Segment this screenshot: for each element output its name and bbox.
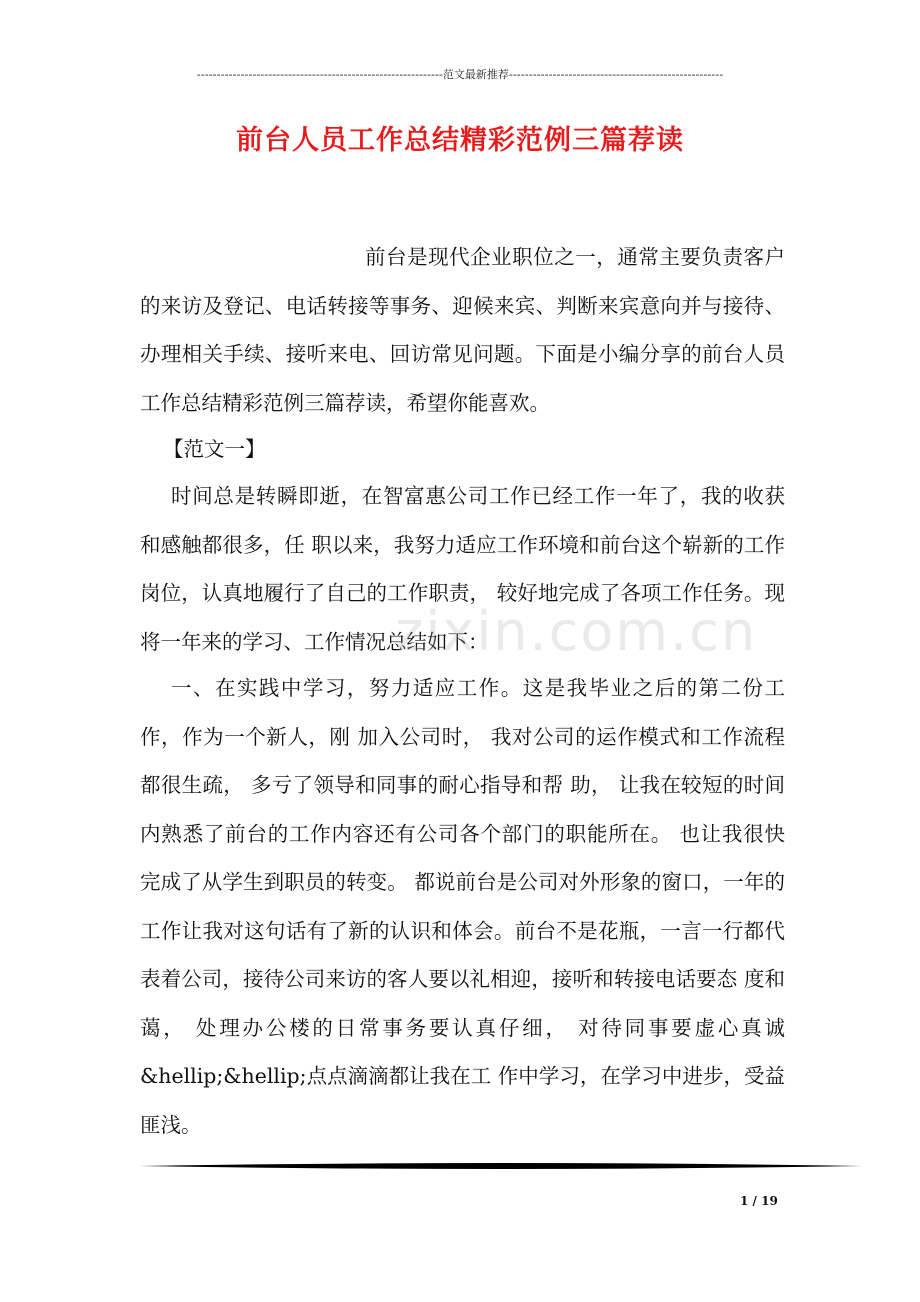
body-paragraph-1: 时间总是转瞬即逝，在智富惠公司工作已经工作一年了，我的收获和感触都很多，任 职以来，我努力适应工作环境和前台这个崭新的工作岗位，认真地履行了自己的工作职责， 较好地完成了各项工作任务。现将一年来的学习、工作情况总结如下： (140, 484, 785, 654)
intro-paragraph: 前台是现代企业职位之一，通常主要负责客户的来访及登记、电话转接等事务、迎候来宾、判断来宾意向并与接待、办理相关手续、接听来电、回访常见问题。下面是小编分享的前台人员工作总结精彩范例三篇荐读，希望你能喜欢。 (140, 245, 785, 415)
header-banner: --------------------------------------------------------------范文最新推荐------------------------------------------------------ (196, 68, 724, 81)
document-title: 前台人员工作总结精彩范例三篇荐读 (236, 125, 684, 156)
footer-rule (140, 1160, 862, 1172)
section-heading: 【范文一】 (163, 437, 266, 461)
page-number: 1 / 19 (740, 1194, 778, 1208)
watermark: zixin.com.cn (395, 600, 758, 663)
body-paragraph-2: 一、在实践中学习，努力适应工作。这是我毕业之后的第二份工作，作为一个新人，刚 加入公司时， 我对公司的运作模式和工作流程都很生疏， 多亏了领导和同事的耐心指导和帮 助， 让我在较短的时间内熟悉了前台的工作内容还有公司各个部门的职能所在。 也让我很快 完成了从学生到职员的转变。 都说前台是公司对外形象的窗口，一年的工作让我对这句话有了新的认识和体会。前台不是花瓶，一言一行都代表着公司，接待公司来访的客人要以礼相迎，接听和转接电话要态 度和蔼， 处理办公楼的日常事务要认真仔细， 对待同事要虚心真诚&hellip;&hellip;点点滴滴都让我在工 作中学习，在学习中进步，受益匪浅。 (140, 676, 785, 1137)
